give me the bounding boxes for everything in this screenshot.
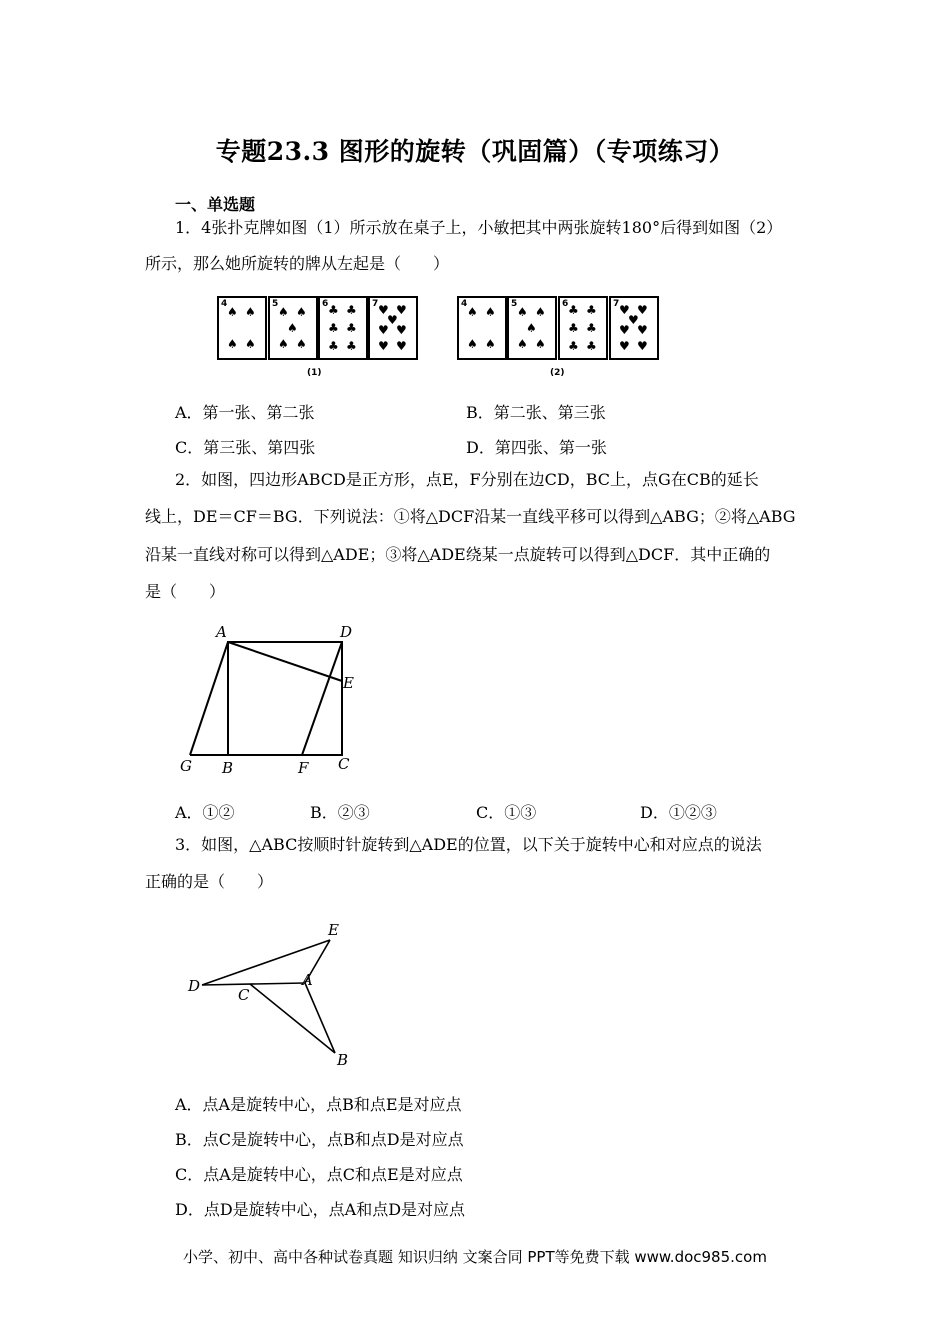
q2-option-c: C．①③	[476, 803, 537, 822]
playing-card: 5 ♠ ♠ ♠ ♠ ♠	[507, 296, 557, 360]
q1-text-line1: 1．4张扑克牌如图（1）所示放在桌子上，小敏把其中两张旋转180°后得到如图（2）	[175, 218, 783, 237]
playing-card: 7 ♥ ♥ ♥ ♥ ♥ ♥ ♥	[609, 296, 659, 360]
playing-card: 5 ♠ ♠ ♠ ♠ ♠	[268, 296, 318, 360]
point-label-e: E	[328, 921, 339, 939]
q3-option-c: C．点A是旋转中心，点C和点E是对应点	[175, 1165, 463, 1184]
section-heading: 一、单选题	[175, 195, 256, 214]
playing-card: 4 ♠ ♠ ♠ ♠	[457, 296, 507, 360]
point-label-a: A	[216, 623, 227, 641]
q2-text-line2: 线上，DE＝CF＝BG．下列说法：①将△DCF沿某一直线平移可以得到△ABG；②将△ABG	[145, 507, 796, 526]
playing-card: 7 ♥ ♥ ♥ ♥ ♥ ♥ ♥	[368, 296, 418, 360]
point-label-a: A	[302, 971, 313, 989]
q3-option-b: B．点C是旋转中心，点B和点D是对应点	[175, 1130, 464, 1149]
figure-caption: (2)	[550, 368, 565, 378]
q3-rotation-diagram	[180, 915, 360, 1070]
point-label-b: B	[337, 1051, 349, 1069]
segment-ga	[190, 642, 228, 755]
segment-da	[202, 983, 305, 985]
q1-option-c: C．第三张、第四张	[175, 438, 316, 457]
q3-option-d: D．点D是旋转中心，点A和点D是对应点	[175, 1200, 466, 1219]
q2-option-a: A．①②	[175, 803, 235, 822]
point-label-e: E	[343, 674, 354, 692]
q3-option-a: A．点A是旋转中心，点B和点E是对应点	[175, 1095, 462, 1114]
playing-card: 6 ♣ ♣ ♣ ♣ ♣ ♣	[558, 296, 608, 360]
q2-option-d: D．①②③	[640, 803, 717, 822]
page-footer: 小学、初中、高中各种试卷真题 知识归纳 文案合同 PPT等免费下载 www.doc985.com	[183, 1248, 767, 1266]
q2-option-b: B．②③	[310, 803, 370, 822]
point-label-d: D	[188, 977, 201, 995]
segment-fd	[302, 642, 342, 755]
q3-text-line2: 正确的是（ ）	[145, 872, 274, 891]
point-label-b: B	[222, 759, 234, 777]
page-title: 专题23.3 图形的旋转（巩固篇）（专项练习）	[215, 137, 735, 166]
segment-ab	[305, 983, 335, 1053]
playing-card: 4 ♠ ♠ ♠ ♠	[217, 296, 267, 360]
q2-text-line4: 是（ ）	[145, 582, 226, 601]
q1-text-line2: 所示，那么她所旋转的牌从左起是（ ）	[145, 254, 450, 273]
point-label-c: C	[238, 986, 250, 1004]
q1-option-b: B．第二张、第三张	[466, 403, 606, 422]
point-label-f: F	[298, 759, 309, 777]
segment-cb	[250, 984, 335, 1053]
point-label-d: D	[340, 623, 353, 641]
q2-square-diagram	[170, 615, 370, 780]
q3-text-line1: 3．如图，△ABC按顺时针旋转到△ADE的位置，以下关于旋转中心和对应点的说法	[175, 835, 762, 854]
q1-option-a: A．第一张、第二张	[175, 403, 315, 422]
q2-text-line3: 沿某一直线对称可以得到△ADE；③将△ADE绕某一点旋转可以得到△DCF．其中正确的	[145, 545, 771, 564]
playing-card: 6 ♣ ♣ ♣ ♣ ♣ ♣	[318, 296, 368, 360]
point-label-g: G	[180, 757, 192, 775]
segment-ae	[228, 642, 342, 681]
q2-text-line1: 2．如图，四边形ABCD是正方形，点E，F分别在边CD，BC上，点G在CB的延长	[175, 470, 759, 489]
square-abcd	[228, 642, 342, 755]
figure-caption: (1)	[307, 368, 322, 378]
point-label-c: C	[338, 755, 350, 773]
q1-figure	[215, 296, 675, 386]
q1-option-d: D．第四张、第一张	[466, 438, 607, 457]
